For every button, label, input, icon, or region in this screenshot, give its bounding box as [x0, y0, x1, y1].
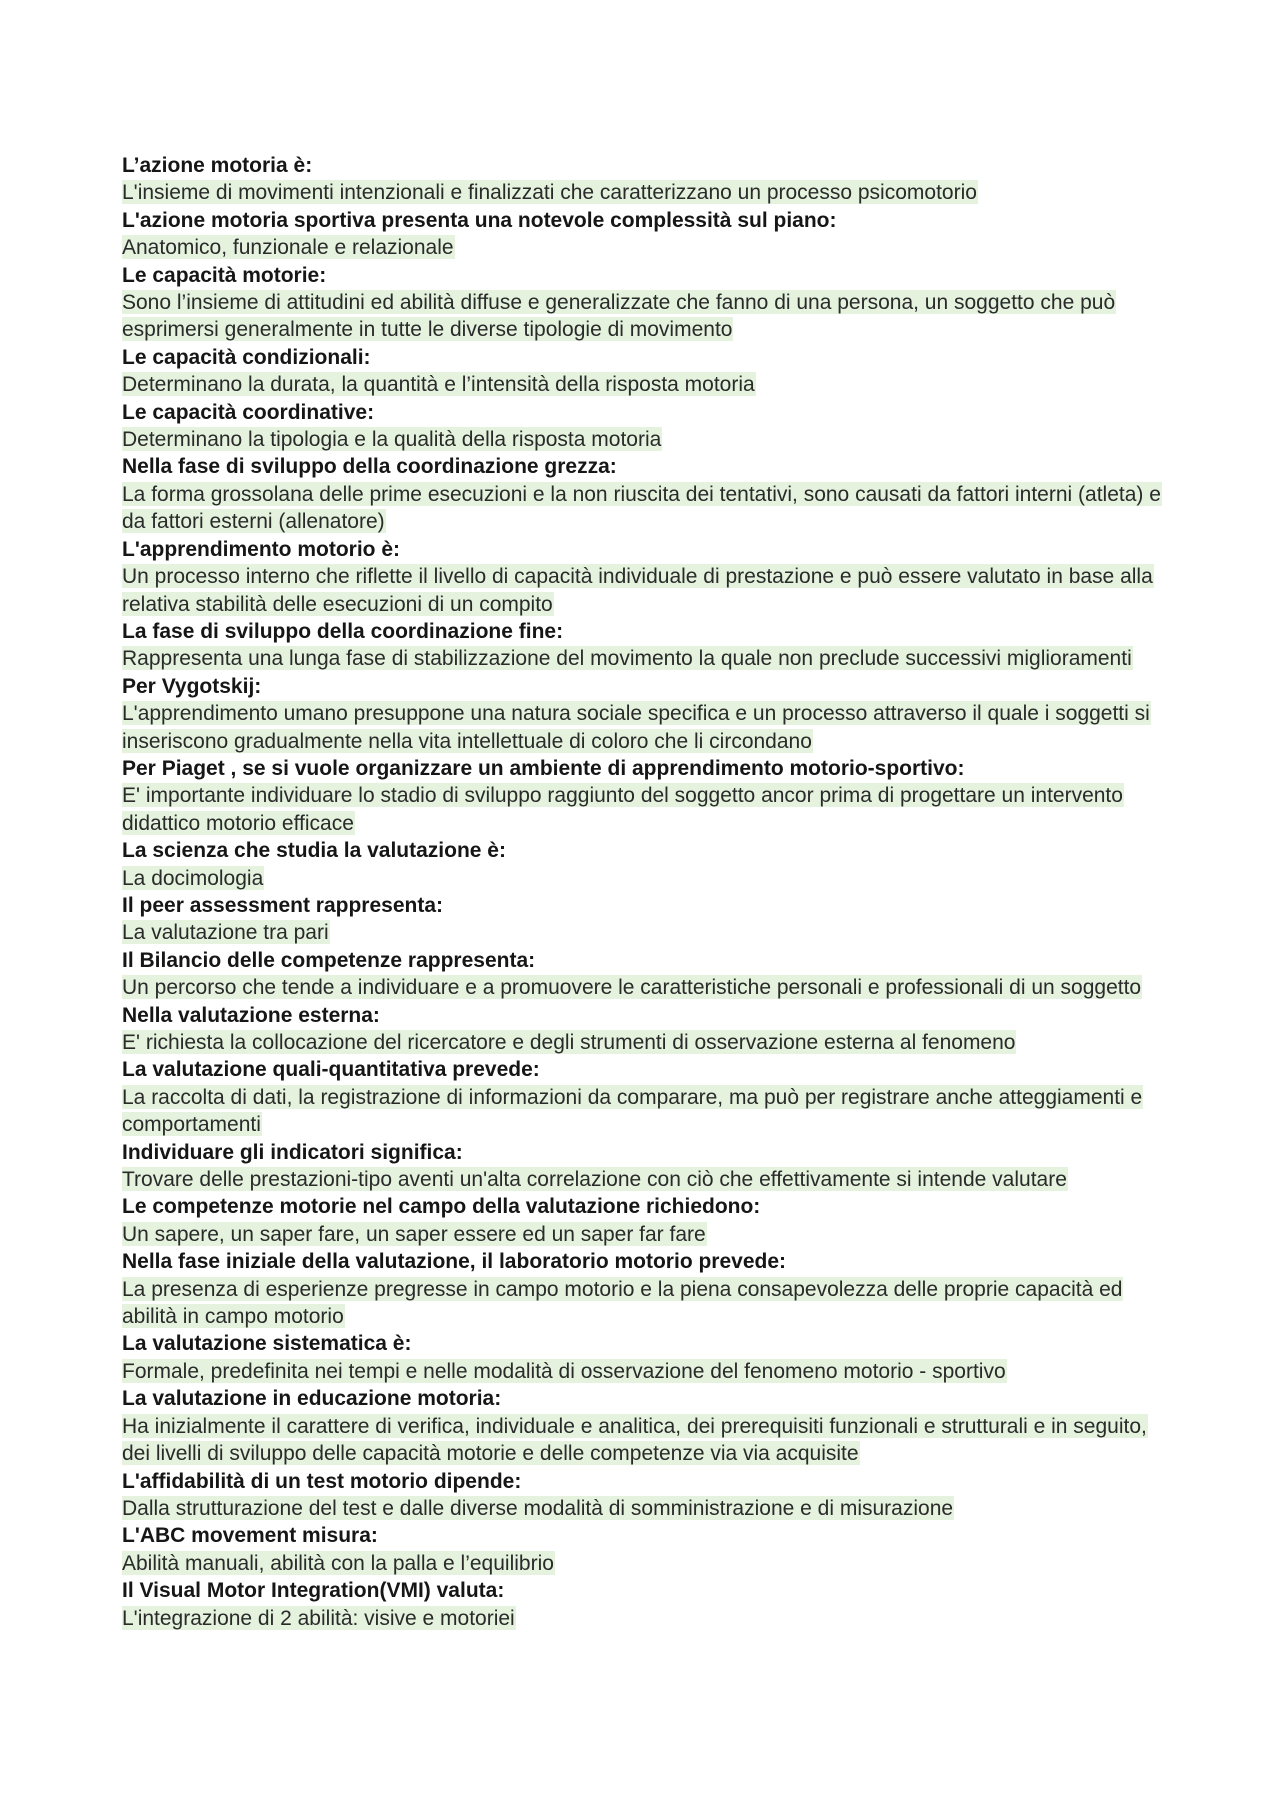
- answer-highlight: La forma grossolana delle prime esecuzioni e la non riuscita dei tentativi, sono causati da fattori interni (atleta) e da fattori esterni (allenatore): [122, 482, 1161, 534]
- qa-item: [122, 1468, 1180, 1523]
- qa-item: [122, 262, 1180, 344]
- question: Individuare gli indicatori significa:: [122, 1140, 463, 1164]
- question: Le competenze motorie nel campo della valutazione richiedono:: [122, 1195, 761, 1219]
- answer: [122, 1221, 1180, 1248]
- answer: [122, 1605, 1180, 1632]
- question: L'affidabilità di un test motorio dipende:: [122, 1469, 522, 1493]
- question: Il peer assessment rappresenta:: [122, 893, 443, 917]
- answer: [122, 700, 1180, 755]
- question: L’azione motoria è:: [122, 154, 313, 177]
- answer-highlight: Abilità manuali, abilità con la palla e l’equilibrio: [122, 1551, 554, 1575]
- answer-highlight: Rappresenta una lunga fase di stabilizzazione del movimento la quale non preclude successivi miglioramenti: [122, 647, 1132, 671]
- answer-highlight: La raccolta di dati, la registrazione di informazioni da comparare, ma può per registrare anche atteggiamenti e comportamenti: [122, 1085, 1143, 1137]
- qa-item: [122, 1002, 1180, 1057]
- answer: [122, 481, 1180, 536]
- qa-item: [122, 1139, 1180, 1194]
- answer: [122, 371, 1180, 398]
- answer: [122, 1550, 1180, 1577]
- question: La valutazione in educazione motoria:: [122, 1387, 502, 1411]
- answer-highlight: L'apprendimento umano presuppone una natura sociale specifica e un processo attraverso il quale i soggetti si inseriscono gradualmente nella vita intellettuale di coloro che li circondano: [122, 702, 1150, 753]
- qa-item: [122, 1248, 1180, 1330]
- answer-highlight: Determinano la tipologia e la qualità della risposta motoria: [122, 428, 662, 452]
- answer: [122, 426, 1180, 453]
- question: L'ABC movement misura:: [122, 1524, 378, 1548]
- answer: [122, 782, 1180, 837]
- question: Il Visual Motor Integration(VMI) valuta:: [122, 1579, 505, 1603]
- answer: [122, 974, 1180, 1001]
- answer: [122, 179, 1180, 206]
- answer: [122, 1495, 1180, 1522]
- qa-item: [122, 399, 1180, 454]
- answer-highlight: Trovare delle prestazioni-tipo aventi un'alta correlazione con ciò che effettivamente si intende valutare: [122, 1168, 1067, 1192]
- question: Nella fase iniziale della valutazione, il laboratorio motorio prevede:: [122, 1250, 787, 1274]
- answer: [122, 1166, 1180, 1193]
- question: La scienza che studia la valutazione è:: [122, 839, 506, 863]
- qa-item: [122, 755, 1180, 837]
- answer-highlight: Un percorso che tende a individuare e a promuovere le caratteristiche personali e professionali di un soggetto: [122, 976, 1142, 1000]
- question: La fase di sviluppo della coordinazione fine:: [122, 619, 564, 643]
- question: Il Bilancio delle competenze rappresenta:: [122, 948, 536, 972]
- answer-highlight: L'integrazione di 2 abilità: visive e motoriei: [122, 1606, 515, 1630]
- question: La valutazione sistematica è:: [122, 1332, 412, 1356]
- answer: [122, 919, 1180, 946]
- answer-highlight: Ha inizialmente il carattere di verifica, individuale e analitica, dei prerequisiti funzionali e strutturali e in seguito, dei livelli di sviluppo delle capacità motorie e delle competenze via via acquisite: [122, 1414, 1147, 1466]
- qa-item: [122, 1056, 1180, 1138]
- answer-highlight: E' richiesta la collocazione del ricercatore e degli strumenti di osservazione esterna al fenomeno: [122, 1031, 1016, 1054]
- qa-item: [122, 536, 1180, 618]
- answer: [122, 865, 1180, 892]
- qa-item: [122, 1385, 1180, 1467]
- qa-item: [122, 618, 1180, 673]
- qa-item: [122, 152, 1180, 207]
- question: Le capacità motorie:: [122, 263, 327, 287]
- answer: [122, 1358, 1180, 1385]
- answer: [122, 234, 1180, 261]
- answer-highlight: Determinano la durata, la quantità e l’intensità della risposta motoria: [122, 373, 755, 397]
- answer-highlight: Dalla strutturazione del test e dalle diverse modalità di somministrazione e di misurazione: [122, 1496, 954, 1520]
- answer: [122, 289, 1180, 344]
- qa-item: [122, 892, 1180, 947]
- answer: [122, 1029, 1180, 1056]
- answer-highlight: La valutazione tra pari: [122, 921, 329, 945]
- answer-highlight: Anatomico, funzionale e relazionale: [122, 236, 454, 260]
- question: Nella valutazione esterna:: [122, 1003, 380, 1027]
- qa-item: [122, 673, 1180, 755]
- qa-item: [122, 1330, 1180, 1385]
- qa-item: [122, 207, 1180, 262]
- question: La valutazione quali-quantitativa prevede:: [122, 1058, 540, 1082]
- qa-item: [122, 1193, 1180, 1248]
- qa-item: [122, 837, 1180, 892]
- answer-highlight: Formale, predefinita nei tempi e nelle modalità di osservazione del fenomeno motorio - sportivo: [122, 1359, 1006, 1383]
- answer-highlight: Un processo interno che riflette il livello di capacità individuale di prestazione e può essere valutato in base alla relativa stabilità delle esecuzioni di un compito: [122, 565, 1153, 616]
- answer: [122, 1276, 1180, 1331]
- answer-highlight: E' importante individuare lo stadio di sviluppo raggiunto del soggetto ancor prima di progettare un intervento didattico motorio efficace: [122, 784, 1123, 835]
- question: L'apprendimento motorio è:: [122, 537, 400, 561]
- answer: [122, 563, 1180, 618]
- answer: [122, 1084, 1180, 1139]
- qa-item: [122, 947, 1180, 1002]
- answer-highlight: La docimologia: [122, 866, 264, 890]
- qa-item: [122, 344, 1180, 399]
- question: L'azione motoria sportiva presenta una notevole complessità sul piano:: [122, 208, 837, 232]
- qa-item: [122, 1522, 1180, 1577]
- question: Per Vygotskij:: [122, 674, 262, 698]
- question: Per Piaget , se si vuole organizzare un ambiente di apprendimento motorio-sportivo:: [122, 756, 965, 780]
- question: Le capacità coordinative:: [122, 400, 375, 424]
- qa-item: [122, 1577, 1180, 1632]
- answer: [122, 645, 1180, 672]
- qa-item: [122, 453, 1180, 535]
- question: Le capacità condizionali:: [122, 345, 371, 369]
- answer-highlight: Sono l’insieme di attitudini ed abilità diffuse e generalizzate che fanno di una persona, un soggetto che può esprimersi generalmente in tutte le diverse tipologie di movimento: [122, 291, 1116, 342]
- answer-highlight: La presenza di esperienze pregresse in campo motorio e la piena consapevolezza delle proprie capacità ed abilità in campo motorio: [122, 1277, 1123, 1329]
- answer: [122, 1413, 1180, 1468]
- answer-highlight: Un sapere, un saper fare, un saper essere ed un saper far fare: [122, 1222, 706, 1246]
- question: Nella fase di sviluppo della coordinazione grezza:: [122, 455, 617, 479]
- answer-highlight: L'insieme di movimenti intenzionali e finalizzati che caratterizzano un processo psicomotorio: [122, 181, 977, 205]
